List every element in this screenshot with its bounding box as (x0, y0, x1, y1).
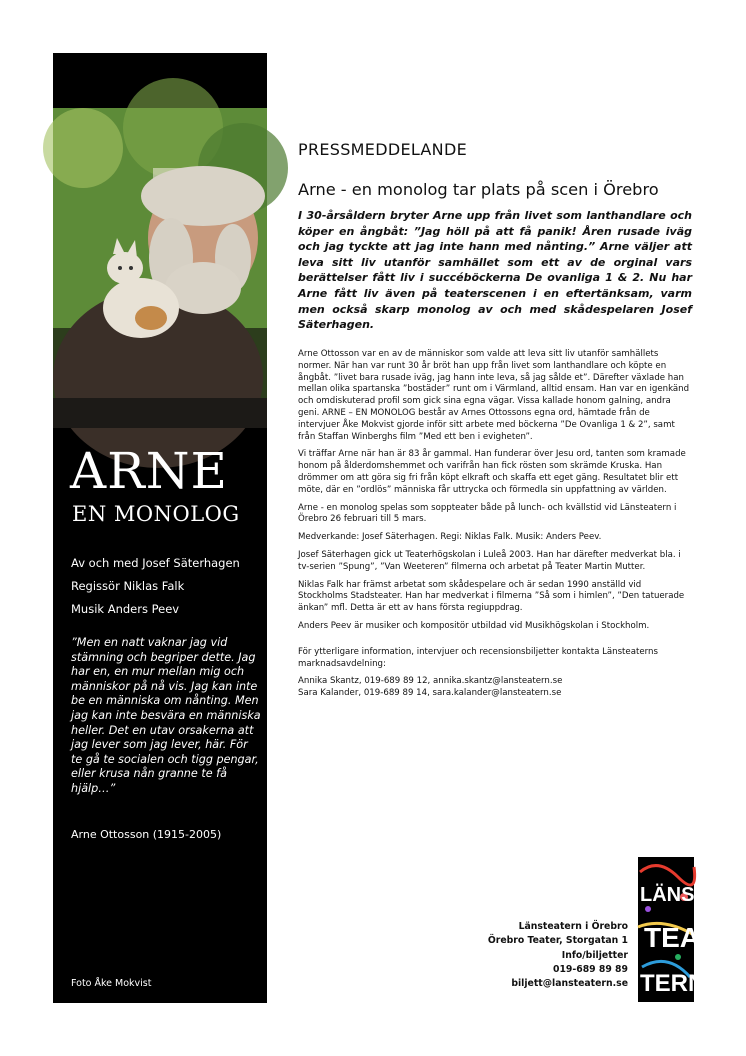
lead-paragraph: I 30-årsåldern bryter Arne upp från livet som lanthandlare och köper en ångbåt: ”Jag höll på att få panik! Åren rusade iväg och jag tyckte att jag inte hann med nånting.” Arne väljer att leva sitt liv utanför samhället som ett av de orginal vars berättelser fått liv i succéböckerna De ovanliga 1 & 2. Nu har Arne fått liv även på teaterscenen i en eftertänksam, varm men också skarp monolog av och med skådespelaren Josef Säterhagen. (298, 209, 692, 332)
lansteatern-logo (638, 857, 706, 1002)
contact-line: Länsteatern i Örebro (518, 921, 628, 932)
press-release-label: PRESSMEDDELANDE (298, 140, 467, 159)
logo-line-2: TEA (644, 922, 700, 953)
quote-text: ”Men en natt vaknar jag vid stämning och begriper dette. Jag har en, en mur mellan mig och människor på nå vis. Jag kan inte be en människa om nånting. Men jag kan inte besvära en människa heller. Det en utav orsakerna att jag lever som jag lever, här. För te gå te socialen och tigg pengar, eller krusa nån granne te få hjälp…” (71, 636, 261, 795)
photo-credit: Foto Åke Mokvist (71, 978, 152, 989)
show-title: ARNE (70, 442, 229, 500)
contact-line: Örebro Teater, Storgatan 1 (487, 935, 628, 947)
body-paragraph: Josef Säterhagen gick ut Teaterhögskolan i Luleå 2003. Han har därefter medverkat bla. i tv-serien ”Spung”, ”Van Weeteren” filmerna och arbetat på Teater Martin Mutter. (298, 549, 681, 572)
logo-line-1: LÄNS (640, 884, 695, 906)
show-subtitle: EN MONOLOG (72, 502, 240, 526)
contact-persons: Annika Skantz, 019-689 89 12, annika.skantz@lansteatern.se Sara Kalander, 019-689 89 14, sara.kalander@lansteatern.se (298, 676, 563, 699)
body-paragraph: Arne - en monolog spelas som soppteater både på lunch- och kvällstid vid Länsteatern i Örebro 26 februari till 5 mars. (298, 502, 677, 525)
portrait-photo (53, 108, 267, 428)
credit-director: Regissör Niklas Falk (71, 579, 185, 593)
body-paragraph: Medverkande: Josef Säterhagen. Regi: Niklas Falk. Musik: Anders Peev. (298, 532, 602, 543)
logo-line-3: TERN (640, 970, 706, 997)
body-paragraph: Niklas Falk har främst arbetat som skådespelare och är sedan 1990 anställd vid Stockholms Stadsteater. Han har medverkat i filmerna ”Så som i himlen”, ”Den tatuerade änkan” mfl. Detta är ett av hans första regiuppdrag. (298, 579, 685, 614)
headline: Arne - en monolog tar plats på scen i Örebro (298, 180, 659, 199)
quote-author: Arne Ottosson (1915-2005) (71, 828, 222, 841)
credit-performer: Av och med Josef Säterhagen (71, 556, 240, 570)
body-text (298, 349, 692, 706)
body-paragraph: Anders Peev är musiker och kompositör utbildad vid Musikhögskolan i Stockholm. (298, 620, 650, 631)
body-paragraph: Arne Ottosson var en av de människor som valde att leva sitt liv utanför samhällets normer. När han var runt 30 år bröt han upp från livet som lanthandlare och köpte en ångbåt. ”livet bara rusade iväg, jag hann inte leva, så jag sålde et”. Därefter växlade han mellan olika spartanska ”bostäder” runt om i Värmland, alltid ensam. Han var en igenkänd och omdiskuterad profil som gick sina egna vägar. Vissa kallade honom galning, andra geni. ARNE – EN MONOLOG består av Arnes Ottossons egna ord, hämtade från de intervjuer Åke Mokvist gjorde inför sitt arbete med böckerna ”De Ovanliga 1 & 2”, samt från Staffan Winberghs film ”Med ett ben i evigheten”. (298, 349, 690, 442)
credits-list (71, 552, 240, 621)
contact-email[interactable]: biljett@lansteatern.se (511, 978, 628, 990)
credit-music: Musik Anders Peev (71, 602, 180, 616)
portrait-illustration (53, 108, 267, 428)
contact-intro: För ytterligare information, intervjuer och recensionsbiljetter kontakta Länsteaterns marknadsavdelning: (298, 646, 658, 669)
theatre-contact (440, 920, 628, 991)
logo-graphic (638, 857, 706, 1002)
contact-line: Info/biljetter (561, 949, 628, 961)
contact-line: 019-689 89 89 (552, 963, 628, 975)
body-paragraph: Vi träffar Arne när han är 83 år gammal. Han funderar över Jesu ord, tanten som kramade honom på ålderdomshemmet och varifrån han fick rösten som skrämde Kruska. Han drömmer om att göra sig fri från köpt elkraft och skaffa ett eget gäng. Resultatet blir ett möte, där en ”ordlös” människa får uttrycka och förmedla sin uppfattning av världen. (298, 449, 686, 495)
sidebar-panel (53, 53, 267, 1003)
